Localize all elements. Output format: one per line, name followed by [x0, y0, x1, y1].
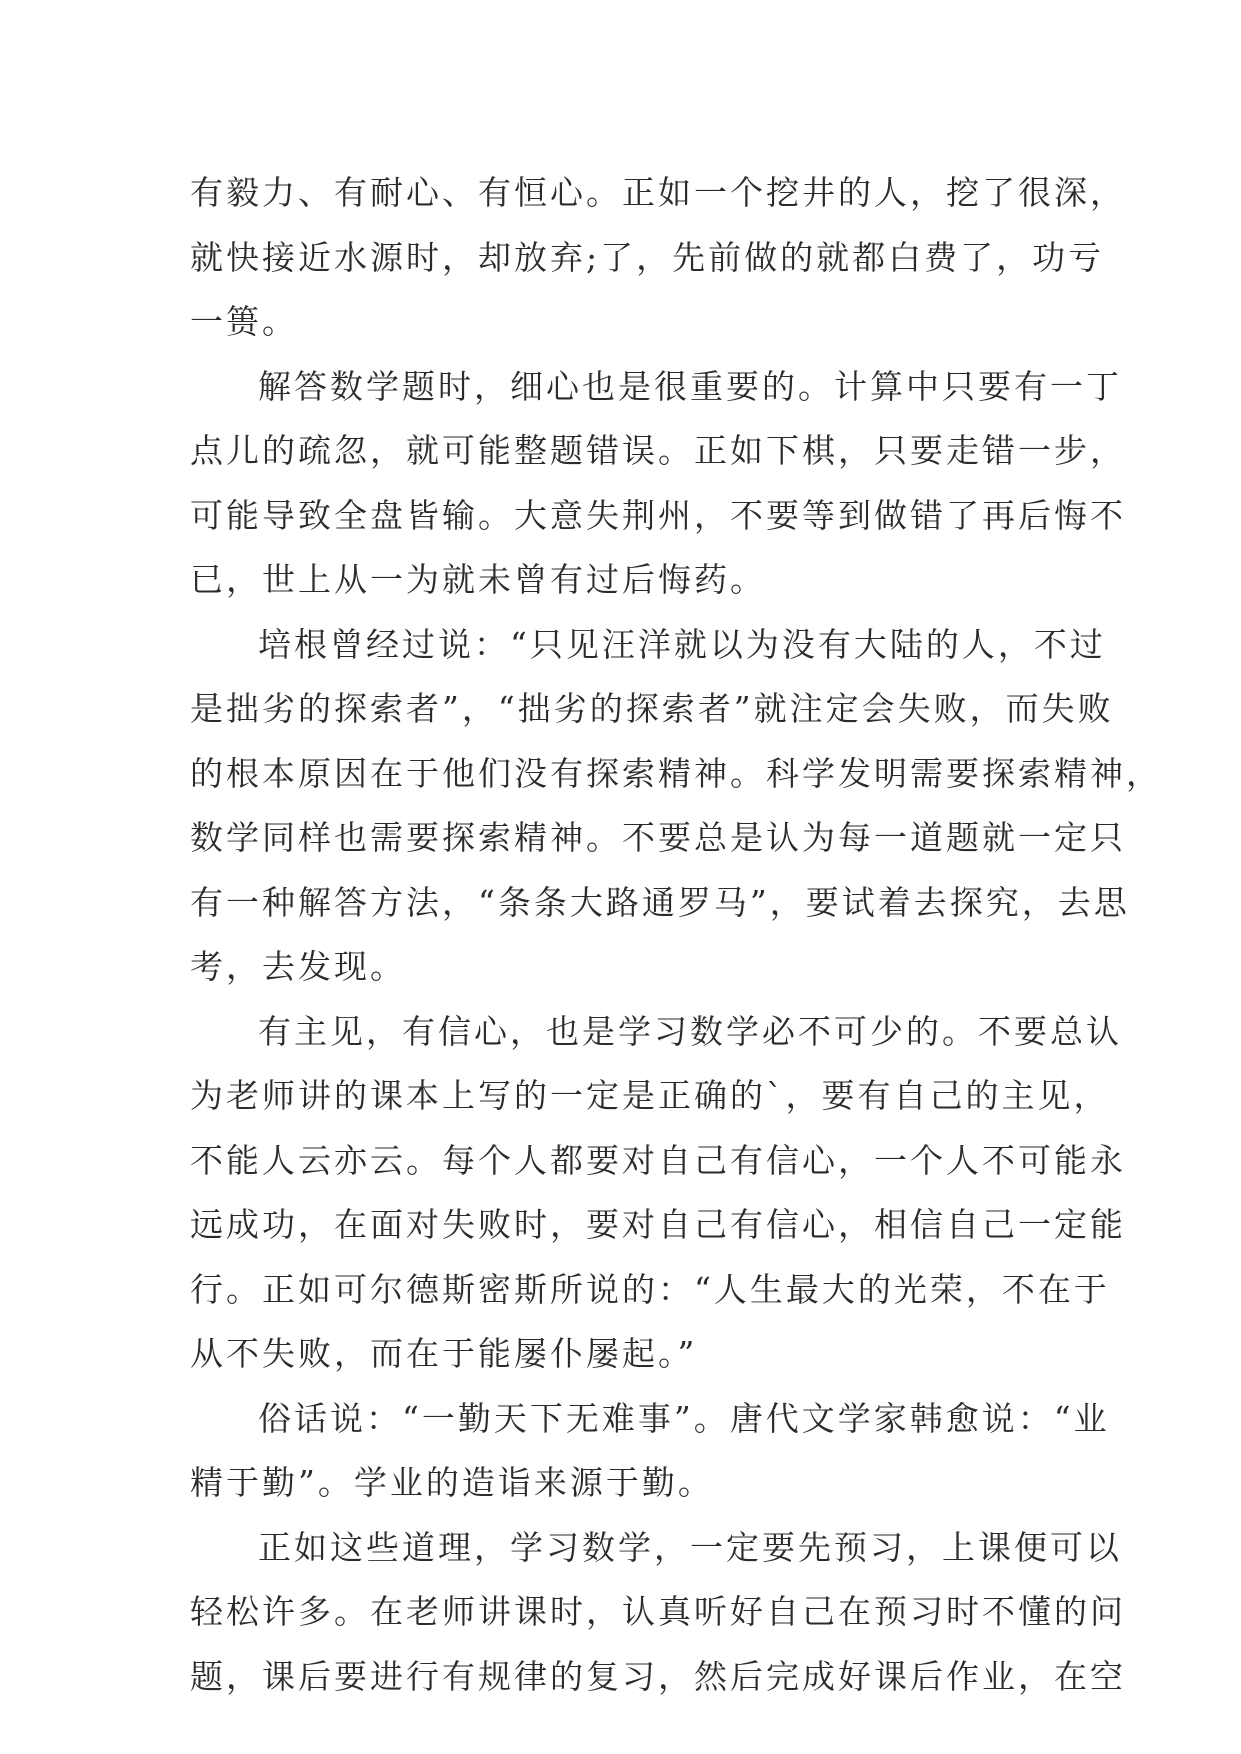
paragraph-first-line: 有主见，有信心，也是学习数学必不可少的。不要总认 — [258, 1011, 1122, 1051]
paragraph-first-line: 解答数学题时，细心也是很重要的。计算中只要有一丁 — [258, 366, 1122, 406]
text-line: 考，去发现。 — [190, 947, 406, 986]
text-line: 为老师讲的课本上写的一定是正确的`，要有自己的主见， — [190, 1076, 1110, 1115]
text-line: 远成功，在面对失败时，要对自己有信心，相信自己一定能 — [190, 1205, 1126, 1244]
text-line: 题，课后要进行有规律的复习，然后完成好课后作业，在空 — [190, 1656, 1126, 1696]
text-line: 已，世上从一为就未曾有过后悔药。 — [190, 560, 766, 599]
text-line: 数学同样也需要探索精神。不要总是认为每一道题就一定只 — [190, 818, 1126, 857]
text-line: 行。正如可尔德斯密斯所说的：“人生最大的光荣，不在于 — [190, 1269, 1110, 1309]
text-line: 可能导致全盘皆输。大意失荆州，不要等到做错了再后悔不 — [190, 495, 1126, 535]
text-line: 从不失败，而在于能屡仆屡起。” — [190, 1334, 698, 1373]
text-line: 轻松许多。在老师讲课时，认真听好自己在预习时不懂的问 — [190, 1592, 1126, 1631]
text-line: 一篑。 — [190, 302, 298, 341]
paragraph-first-line: 正如这些道理，学习数学，一定要先预习，上课便可以 — [258, 1527, 1122, 1567]
paragraph-first-line: 培根曾经过说：“只见汪洋就以为没有大陆的人，不过 — [258, 624, 1106, 664]
text-line: 的根本原因在于他们没有探索精神。科学发明需要探索精神， — [190, 753, 1162, 793]
text-line: 不能人云亦云。每个人都要对自己有信心，一个人不可能永 — [190, 1140, 1126, 1180]
text-line: 就快接近水源时，却放弃;了，先前做的就都白费了，功亏 — [190, 237, 1105, 277]
text-line: 是拙劣的探索者”，“拙劣的探索者”就注定会失败，而失败 — [190, 689, 1114, 728]
text-line: 点儿的疏忽，就可能整题错误。正如下棋，只要走错一步， — [190, 431, 1126, 470]
text-line: 有毅力、有耐心、有恒心。正如一个挖井的人，挖了很深， — [190, 173, 1126, 212]
document-body — [190, 161, 1162, 1709]
paragraph-first-line: 俗话说：“一勤天下无难事”。唐代文学家韩愈说：“业 — [258, 1398, 1110, 1438]
text-line: 有一种解答方法，“条条大路通罗马”，要试着去探究，去思 — [190, 882, 1130, 922]
text-line: 精于勤”。学业的造诣来源于勤。 — [190, 1463, 714, 1502]
